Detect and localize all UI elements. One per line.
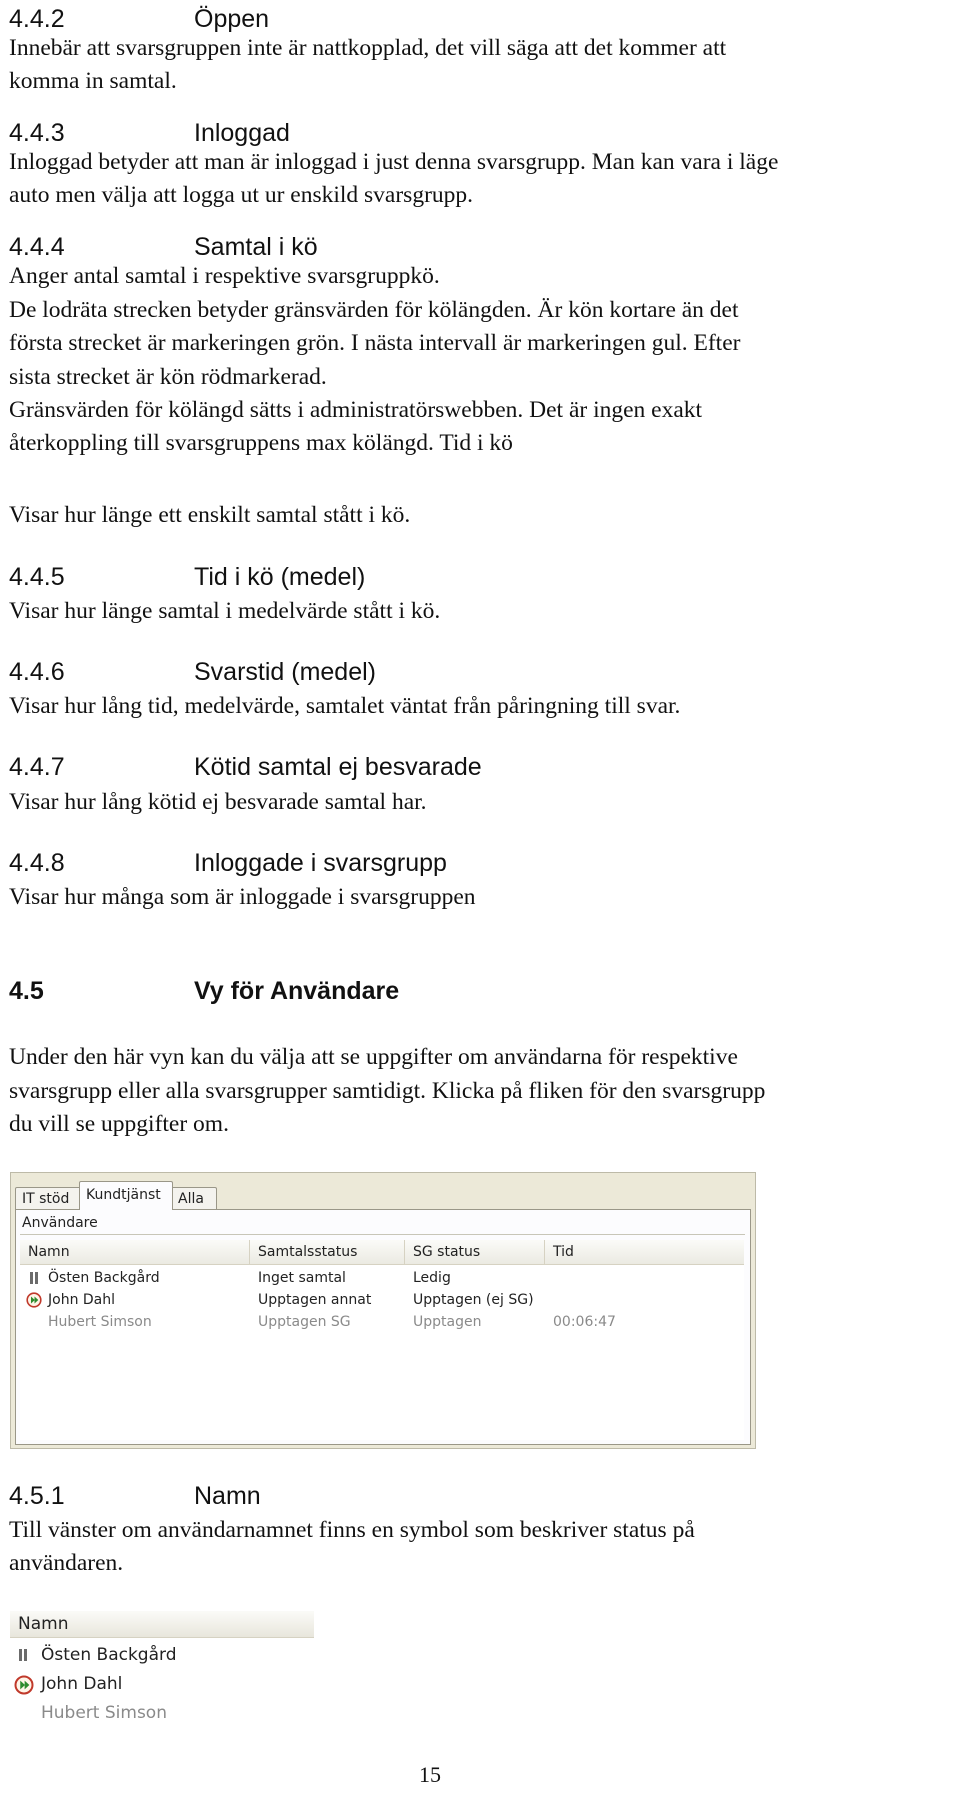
cell-sg-status: Upptagen: [413, 1314, 482, 1330]
paragraph-line: du vill se uppgifter om.: [9, 1111, 229, 1137]
paragraph-line: återkoppling till svarsgruppens max kölängd. Tid i kö: [9, 430, 513, 456]
heading-4-4-8: 4.4.8 Inloggade i svarsgrupp: [9, 849, 447, 877]
users-view-screenshot: [10, 1172, 756, 1449]
heading-4-4-5: 4.4.5 Tid i kö (medel): [9, 563, 366, 591]
heading-4-5-1: 4.5.1 Namn: [9, 1482, 261, 1510]
cell-call-status: Inget samtal: [258, 1270, 346, 1286]
column-header-tid[interactable]: Tid: [553, 1244, 574, 1260]
column-header-sg-status[interactable]: SG status: [405, 1240, 545, 1264]
heading-4-4-6: 4.4.6 Svarstid (medel): [9, 658, 376, 686]
cell-time: [545, 1289, 744, 1311]
paragraph-line: Inloggad betyder att man är inloggad i just denna svarsgrupp. Man kan vara i läge: [9, 149, 779, 175]
paragraph-line: Visar hur länge samtal i medelvärde stått i kö.: [9, 598, 441, 624]
cell-name: Hubert Simson: [48, 1314, 152, 1330]
paragraph-line: Under den här vyn kan du välja att se uppgifter om användarna för respektive: [9, 1044, 738, 1070]
tab-kundtjanst[interactable]: Kundtjänst: [79, 1181, 173, 1210]
tab-it-stod[interactable]: IT stöd: [15, 1187, 81, 1209]
paragraph-line: Till vänster om användarnamnet finns en symbol som beskriver status på: [9, 1517, 695, 1543]
list-item[interactable]: [10, 1670, 314, 1699]
paragraph-line: Visar hur lång kötid ej besvarade samtal har.: [9, 789, 427, 815]
paragraph-line: De lodräta strecken betyder gränsvärden för kölängden. Är kön kortare än det: [9, 297, 739, 323]
paragraph-line: svarsgrupp eller alla svarsgrupper samtidigt. Klicka på fliken för den svarsgrupp: [9, 1078, 766, 1104]
paragraph-line: Innebär att svarsgruppen inte är nattkopplad, det vill säga att det kommer att: [9, 35, 727, 61]
cell-name: John Dahl: [48, 1292, 116, 1308]
column-header-namn[interactable]: Namn: [20, 1240, 250, 1264]
cell-name: Östen Backgård: [41, 1645, 177, 1665]
cell-sg-status: Ledig: [413, 1270, 451, 1286]
list-item[interactable]: [10, 1641, 314, 1670]
list-item[interactable]: [10, 1699, 314, 1728]
paragraph-line: användaren.: [9, 1550, 124, 1576]
page-number: 15: [419, 1762, 441, 1787]
heading-4-4-7: 4.4.7 Kötid samtal ej besvarade: [9, 753, 482, 781]
paragraph-line: auto men välja att logga ut ur enskild svarsgrupp.: [9, 182, 474, 208]
heading-4-4-4: 4.4.4 Samtal i kö: [9, 233, 318, 261]
names-column-screenshot: [10, 1611, 314, 1737]
paragraph-line: Visar hur lång tid, medelvärde, samtalet väntat från påringning till svar.: [9, 693, 681, 719]
cell-time: 00:06:47: [553, 1314, 616, 1330]
table-row[interactable]: [20, 1267, 744, 1289]
paragraph-line: första strecket är markeringen grön. I nästa intervall är markeringen gul. Efter: [9, 330, 741, 356]
tab-alla[interactable]: Alla: [171, 1187, 217, 1209]
paragraph-line: sista strecket är kön rödmarkerad.: [9, 364, 327, 390]
column-header-samtalsstatus[interactable]: Samtalsstatus: [250, 1240, 405, 1264]
cell-call-status: Upptagen SG: [258, 1314, 351, 1330]
cell-name: John Dahl: [41, 1674, 123, 1694]
panel-title: Användare: [22, 1215, 98, 1231]
paragraph-line: Gränsvärden för kölängd sätts i administratörswebben. Det är ingen exakt: [9, 397, 703, 423]
paragraph-line: Visar hur många som är inloggade i svarsgruppen: [9, 884, 476, 910]
heading-4-4-2: 4.4.2 Öppen: [9, 5, 270, 33]
paragraph-line: Visar hur länge ett enskilt samtal stått i kö.: [9, 502, 411, 528]
column-header-namn[interactable]: Namn: [18, 1614, 69, 1634]
users-grid: [20, 1240, 744, 1440]
grid-header: [20, 1240, 744, 1265]
heading-4-5: 4.5 Vy för Användare: [9, 977, 400, 1005]
paragraph-line: komma in samtal.: [9, 68, 177, 94]
panel-divider: [20, 1234, 745, 1235]
table-row[interactable]: [20, 1311, 744, 1333]
cell-sg-status: Upptagen (ej SG): [413, 1292, 534, 1308]
cell-call-status: Upptagen annat: [258, 1292, 372, 1308]
cell-name: Östen Backgård: [48, 1270, 160, 1286]
table-row[interactable]: [20, 1289, 744, 1311]
grid-header: [10, 1611, 314, 1638]
paragraph-line: Anger antal samtal i respektive svarsgruppkö.: [9, 263, 440, 289]
users-panel: [15, 1209, 751, 1445]
cell-time: [545, 1267, 744, 1289]
heading-4-4-3: 4.4.3 Inloggad: [9, 119, 290, 147]
cell-name: Hubert Simson: [41, 1703, 167, 1723]
